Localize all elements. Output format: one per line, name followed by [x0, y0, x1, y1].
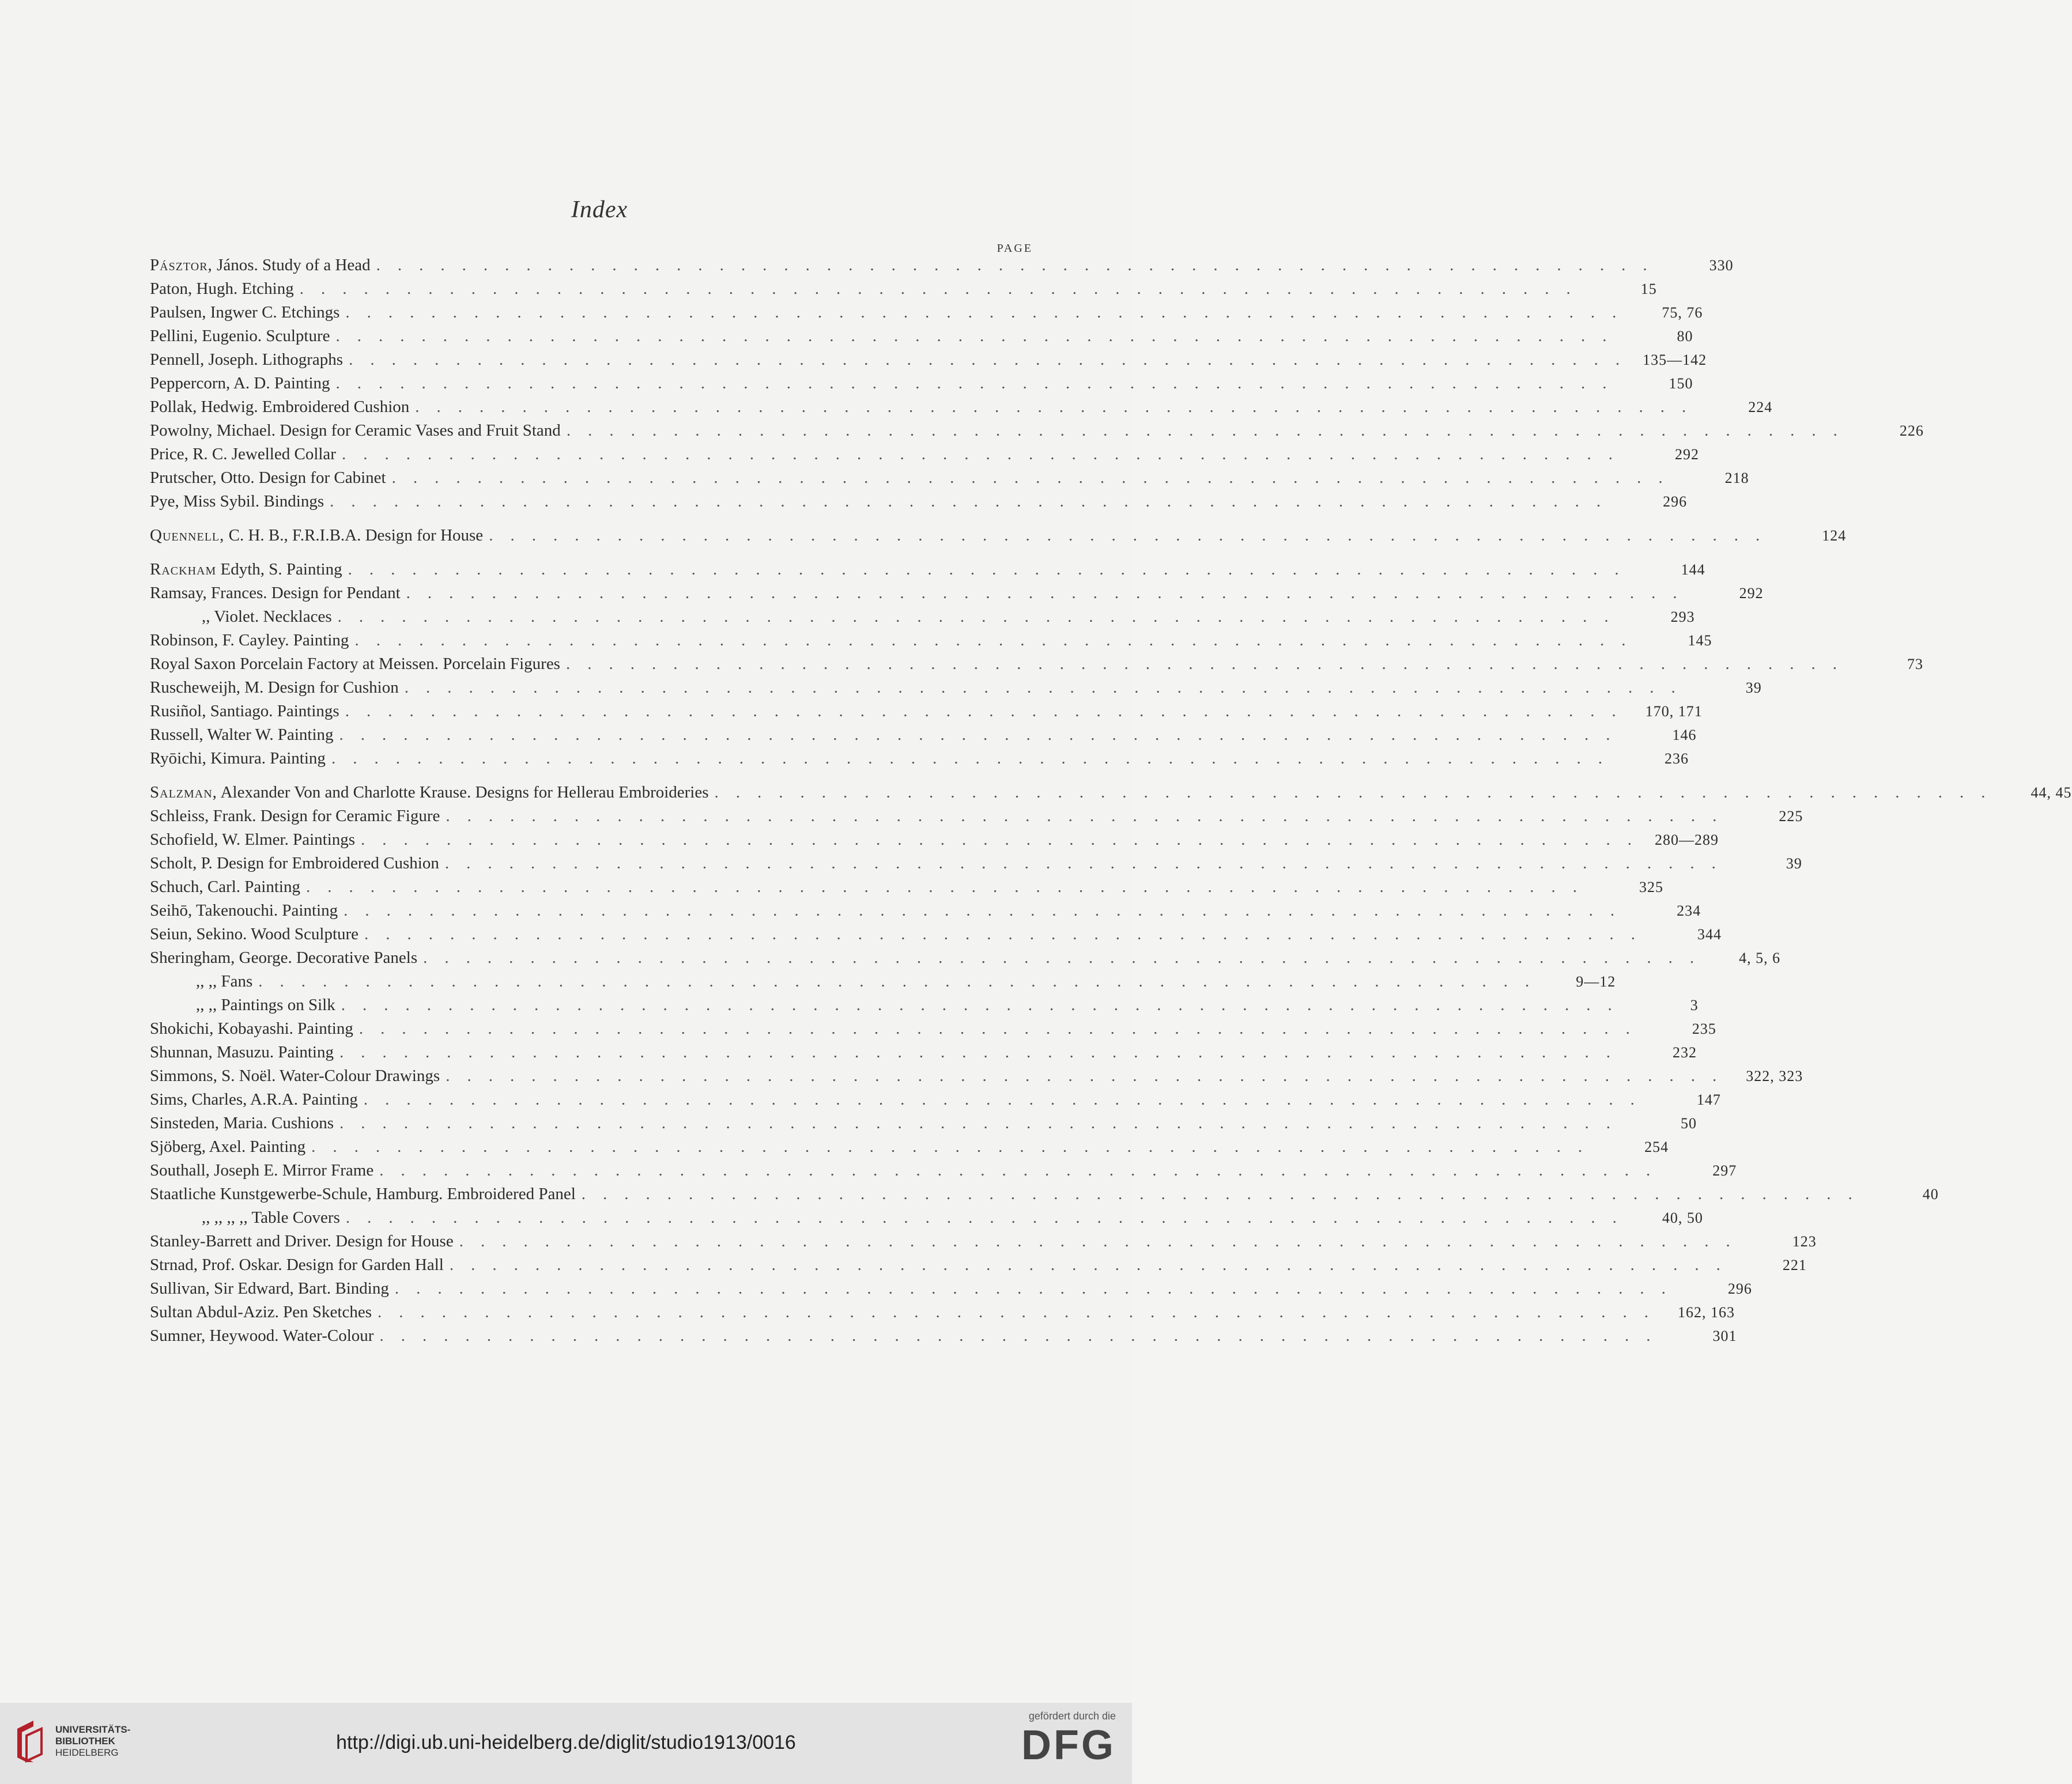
- index-entry: [150, 524, 1847, 547]
- entry-name: [150, 1135, 305, 1159]
- index-entry: [150, 828, 1719, 852]
- index-entry: [150, 466, 1749, 490]
- entry-title: János. Study of a Head: [212, 256, 371, 274]
- entry-title: Schleiss, Frank. Design for Ceramic Figure: [150, 807, 440, 825]
- entry-page-number: 80: [1677, 328, 1693, 345]
- leader-dots: ............................................................: [354, 631, 1643, 649]
- entry-title: C. H. B., F.R.I.B.A. Design for House: [224, 526, 484, 545]
- entry-page-number: 296: [1663, 493, 1688, 510]
- index-entry: [150, 1182, 1939, 1206]
- entry-page-number: 15: [1640, 281, 1657, 297]
- entry-page-number: 225: [1779, 808, 1803, 825]
- entry-title: Scholt, P. Design for Embroidered Cushion: [150, 854, 439, 872]
- entry-name: [150, 324, 330, 348]
- leader-dots: ............................................................: [404, 678, 1693, 697]
- index-entry: [150, 1159, 1737, 1182]
- index-entry: [150, 652, 1923, 676]
- index-entry: [150, 581, 1764, 605]
- entry-name: [150, 524, 483, 547]
- leader-dots: ............................................................: [339, 1043, 1628, 1061]
- leader-dots: ............................................................: [339, 725, 1628, 744]
- index-entry: [150, 875, 1663, 899]
- page-title: Index: [571, 196, 628, 223]
- entry-page-number: 39: [1745, 679, 1762, 696]
- entry-page-number: 297: [1712, 1162, 1737, 1179]
- entry-title: Sims, Charles, A.R.A. Painting: [150, 1090, 358, 1109]
- entry-page-number: 75, 76: [1662, 304, 1703, 321]
- index-entry: [150, 419, 1924, 443]
- entry-name: [150, 723, 334, 747]
- entry-surname: Quennell,: [150, 526, 225, 545]
- entry-title: Schuch, Carl. Painting: [150, 878, 300, 896]
- entry-title: Sheringham, George. Decorative Panels: [150, 948, 418, 967]
- entry-name: [150, 700, 339, 723]
- library-name-line: BIBLIOTHEK: [55, 1736, 115, 1747]
- entry-title: Powolny, Michael. Design for Ceramic Vases and Fruit Stand: [150, 421, 561, 440]
- index-entry: [150, 629, 1712, 652]
- entry-page-number: 325: [1639, 879, 1663, 895]
- entry-page-number: 232: [1673, 1044, 1697, 1061]
- entry-title: Seihō, Takenouchi. Painting: [150, 901, 338, 920]
- index-entry: [150, 324, 1693, 348]
- entry-title: Robinson, F. Cayley. Painting: [150, 631, 349, 649]
- entry-page-number: 322, 323: [1746, 1068, 1803, 1084]
- source-url-link[interactable]: http://digi.ub.uni-heidelberg.de/diglit/studio1913/0016: [336, 1732, 796, 1753]
- leader-dots: ............................................................: [345, 1208, 1634, 1227]
- entry-title: Pye, Miss Sybil. Bindings: [150, 492, 324, 511]
- entry-name: [150, 804, 440, 828]
- entry-title: Pellini, Eugenio. Sculpture: [150, 327, 330, 345]
- index-entry: [150, 1324, 1737, 1348]
- leader-dots: ............................................................: [714, 783, 2003, 802]
- entry-title: ,, ,, Paintings on Silk: [196, 996, 335, 1014]
- entry-name: [150, 1064, 440, 1088]
- entry-name: [150, 676, 399, 700]
- entry-name: [150, 1017, 353, 1041]
- entry-page-number: 40: [1922, 1186, 1939, 1203]
- entry-page-number: 40, 50: [1662, 1210, 1703, 1226]
- leader-dots: ............................................................: [363, 1090, 1652, 1109]
- leader-dots: ............................................................: [337, 607, 1626, 626]
- leader-dots: ............................................................: [330, 492, 1618, 511]
- funder-logo[interactable]: [1021, 1710, 1116, 1768]
- leader-dots: ............................................................: [348, 560, 1636, 579]
- entry-page-number: 236: [1664, 750, 1689, 767]
- leader-dots: ............................................................: [341, 996, 1629, 1014]
- dfg-logo-text: DFG: [1021, 1722, 1116, 1768]
- entry-name: [150, 970, 252, 993]
- entry-page-number: 50: [1681, 1115, 1697, 1132]
- entry-page-number: 9—12: [1576, 973, 1616, 990]
- library-name-line: HEIDELBERG: [55, 1747, 119, 1758]
- entry-surname: Pásztor,: [150, 256, 213, 274]
- funded-by-label: gefördert durch die: [1028, 1710, 1116, 1722]
- index-entry: [150, 899, 1701, 923]
- leader-dots: ............................................................: [489, 526, 1777, 545]
- entry-name: [150, 1206, 340, 1230]
- entry-title: Sullivan, Sir Edward, Bart. Binding: [150, 1279, 389, 1298]
- entry-page-number: 3: [1690, 997, 1699, 1014]
- entry-title: Strnad, Prof. Oskar. Design for Garden Hall: [150, 1256, 444, 1274]
- leader-dots: ............................................................: [305, 878, 1594, 896]
- entry-name: [150, 581, 401, 605]
- entry-name: [150, 946, 417, 970]
- entry-name: [150, 828, 355, 852]
- entry-name: [150, 419, 561, 443]
- leader-dots: ............................................................: [406, 584, 1694, 602]
- leader-dots: ............................................................: [299, 279, 1588, 298]
- entry-title: Ryōichi, Kimura. Painting: [150, 749, 326, 768]
- leader-dots: ............................................................: [581, 1185, 1870, 1203]
- leader-dots: ............................................................: [446, 1067, 1734, 1085]
- entry-page-number: 254: [1644, 1139, 1669, 1155]
- entry-page-number: 234: [1677, 902, 1701, 919]
- entry-page-number: 4, 5, 6: [1739, 950, 1781, 966]
- leader-dots: ............................................................: [335, 327, 1624, 345]
- leader-dots: ............................................................: [311, 1137, 1600, 1156]
- leader-dots: ............................................................: [378, 1303, 1666, 1321]
- leader-dots: ............................................................: [391, 468, 1680, 487]
- entry-page-number: 226: [1899, 422, 1924, 439]
- index-entry: [150, 1112, 1697, 1135]
- entry-name: [150, 558, 342, 581]
- entry-title: Seiun, Sekino. Wood Sculpture: [150, 925, 359, 943]
- entry-surname: Salzman,: [150, 783, 217, 802]
- index-entry: [150, 781, 2072, 804]
- entry-title: Prutscher, Otto. Design for Cabinet: [150, 468, 386, 487]
- leader-dots: ............................................................: [358, 1019, 1647, 1038]
- index-entry: [150, 1088, 1721, 1112]
- entry-name: [150, 277, 294, 301]
- index-entry: [150, 372, 1693, 395]
- index-entry: [150, 723, 1697, 747]
- entry-page-number: 292: [1674, 446, 1699, 463]
- entry-title: Shunnan, Masuzu. Painting: [150, 1043, 334, 1061]
- index-entry: [150, 490, 1688, 513]
- index-entry: [150, 1277, 1752, 1301]
- entry-name: [150, 652, 560, 676]
- leader-dots: ............................................................: [335, 374, 1624, 392]
- index-entry: [150, 254, 1734, 277]
- leader-dots: ............................................................: [341, 445, 1630, 463]
- index-entry: [150, 1230, 1817, 1253]
- leader-dots: ............................................................: [449, 1256, 1738, 1274]
- index-entry: [150, 605, 1695, 629]
- entry-name: [150, 1324, 373, 1348]
- entry-title: Pennell, Joseph. Lithographs: [150, 350, 344, 369]
- entry-name: [150, 899, 338, 923]
- entry-title: Sumner, Heywood. Water-Colour: [150, 1326, 374, 1345]
- entry-title: Pollak, Hedwig. Embroidered Cushion: [150, 398, 410, 416]
- entry-title: Edyth, S. Painting: [216, 560, 342, 579]
- entry-name: [150, 1159, 373, 1182]
- leader-dots: ............................................................: [331, 749, 1620, 768]
- index-entry: [150, 993, 1699, 1017]
- entry-page-number: 146: [1672, 727, 1697, 743]
- entry-title: Stanley-Barrett and Driver. Design for House: [150, 1232, 454, 1250]
- leader-dots: ............................................................: [344, 901, 1632, 920]
- entry-page-number: 221: [1782, 1257, 1807, 1273]
- entry-name: [150, 490, 324, 513]
- entry-name: [150, 781, 709, 804]
- index-entry: [150, 1135, 1669, 1159]
- entry-name: [150, 1301, 372, 1324]
- index-entry: [150, 970, 1616, 993]
- entry-title: Staatliche Kunstgewerbe-Schule, Hamburg. Embroidered Panel: [150, 1185, 576, 1203]
- entry-title: Simmons, S. Noël. Water-Colour Drawings: [150, 1067, 440, 1085]
- index-entry: [150, 301, 1703, 324]
- entry-title: Sultan Abdul-Aziz. Pen Sketches: [150, 1303, 372, 1321]
- leader-dots: ............................................................: [566, 421, 1855, 440]
- entry-page-number: 124: [1822, 527, 1847, 544]
- entry-title: Peppercorn, A. D. Painting: [150, 374, 330, 392]
- entry-name: [150, 372, 330, 395]
- index-entry: [150, 1206, 1703, 1230]
- index-entry: [150, 923, 1722, 946]
- entry-page-number: 162, 163: [1678, 1304, 1735, 1321]
- entry-page-number: 135—142: [1643, 351, 1707, 368]
- index-entry: [150, 1253, 1807, 1277]
- entry-title: Sjöberg, Axel. Painting: [150, 1137, 306, 1156]
- index-entry: [150, 558, 1705, 581]
- index-entry: [150, 700, 1703, 723]
- entry-title: Alexander Von and Charlotte Krause. Designs for Hellerau Embroideries: [217, 783, 709, 802]
- entry-title: Ramsay, Frances. Design for Pendant: [150, 584, 401, 602]
- entry-title: Royal Saxon Porcelain Factory at Meissen. Porcelain Figures: [150, 655, 560, 673]
- entry-page-number: 144: [1681, 561, 1705, 578]
- leader-dots: ............................................................: [376, 256, 1665, 274]
- leader-dots: ............................................................: [459, 1232, 1748, 1250]
- index-entry: [150, 1301, 1735, 1324]
- index-entry: [150, 395, 1773, 419]
- entry-name: [150, 395, 409, 419]
- entry-name: [150, 443, 336, 466]
- leader-dots: ............................................................: [423, 948, 1712, 967]
- entry-name: [150, 466, 386, 490]
- leader-dots: ............................................................: [339, 1114, 1628, 1132]
- entry-name: [150, 348, 343, 372]
- entry-page-number: 235: [1692, 1020, 1716, 1037]
- entry-name: [150, 993, 335, 1017]
- entry-name: [150, 923, 358, 946]
- entry-title: Southall, Joseph E. Mirror Frame: [150, 1161, 374, 1180]
- leader-dots: ............................................................: [349, 350, 1637, 369]
- entry-page-number: 147: [1696, 1091, 1721, 1108]
- entry-name: [150, 1230, 454, 1253]
- leader-dots: ............................................................: [446, 807, 1734, 825]
- entry-page-number: 218: [1724, 470, 1749, 486]
- entry-name: [150, 301, 339, 324]
- entry-page-number: 292: [1739, 585, 1764, 602]
- index-entry: [150, 747, 1689, 770]
- entry-name: [150, 605, 332, 629]
- entry-name: [150, 1182, 576, 1206]
- entry-page-number: 293: [1670, 608, 1695, 625]
- entry-title: Rusiñol, Santiago. Paintings: [150, 702, 339, 720]
- entry-name: [150, 1088, 358, 1112]
- entry-page-number: 280—289: [1655, 831, 1719, 848]
- entry-title: ,, ,, ,, ,, Table Covers: [202, 1208, 340, 1227]
- entry-page-number: 170, 171: [1645, 703, 1703, 720]
- leader-dots: ............................................................: [345, 702, 1633, 720]
- entry-title: Paton, Hugh. Etching: [150, 279, 294, 298]
- leader-dots: ............................................................: [258, 972, 1547, 991]
- entry-title: Price, R. C. Jewelled Collar: [150, 445, 336, 463]
- entry-page-number: 150: [1669, 375, 1693, 392]
- entry-title: ,, ,, Fans: [196, 972, 253, 991]
- entry-title: Russell, Walter W. Painting: [150, 725, 334, 744]
- index-entry: [150, 676, 1762, 700]
- entry-page-number: 344: [1697, 926, 1722, 943]
- index-entry: [150, 443, 1699, 466]
- index-entry: [150, 1064, 1803, 1088]
- entry-name: [150, 1253, 444, 1277]
- leader-dots: ............................................................: [364, 925, 1653, 943]
- entry-page-number: 39: [1786, 855, 1802, 872]
- leader-dots: ............................................................: [379, 1326, 1668, 1345]
- entry-page-number: 301: [1712, 1328, 1737, 1344]
- entry-name: [150, 1277, 389, 1301]
- index-entry: [150, 804, 1803, 828]
- entry-name: [150, 254, 371, 277]
- index-entries: [150, 254, 2072, 1348]
- index-entry: [150, 1017, 1716, 1041]
- entry-name: [150, 629, 349, 652]
- leader-dots: ............................................................: [345, 303, 1634, 322]
- entry-title: Sinsteden, Maria. Cushions: [150, 1114, 334, 1132]
- entry-name: [150, 875, 300, 899]
- leader-dots: ............................................................: [379, 1161, 1668, 1180]
- leader-dots: ............................................................: [444, 854, 1733, 872]
- entry-page-number: 44, 45: [2031, 784, 2072, 801]
- index-entry: [150, 277, 1657, 301]
- entry-page-number: 224: [1748, 399, 1773, 415]
- library-name-line: UNIVERSITÄTS-: [55, 1724, 131, 1735]
- entry-page-number: 123: [1792, 1233, 1817, 1250]
- entry-title: ,, Violet. Necklaces: [202, 607, 332, 626]
- index-entry: [150, 946, 1781, 970]
- entry-name: [150, 1041, 334, 1064]
- leader-dots: ............................................................: [394, 1279, 1683, 1298]
- entry-name: [150, 747, 326, 770]
- entry-title: Paulsen, Ingwer C. Etchings: [150, 303, 340, 322]
- entry-page-number: 145: [1688, 632, 1712, 649]
- entry-title: Ruscheweijh, M. Design for Cushion: [150, 678, 399, 697]
- entry-name: [150, 1112, 334, 1135]
- leader-dots: ............................................................: [415, 398, 1704, 416]
- index-entry: [150, 852, 1802, 875]
- entry-page-number: 73: [1907, 656, 1923, 672]
- index-entry: [150, 1041, 1697, 1064]
- entry-title: Shokichi, Kobayashi. Painting: [150, 1019, 353, 1038]
- leader-dots: ............................................................: [565, 655, 1854, 673]
- entry-page-number: 330: [1709, 257, 1734, 274]
- entry-surname: Rackham: [150, 560, 217, 579]
- leader-dots: ............................................................: [361, 830, 1650, 849]
- entry-title: Schofield, W. Elmer. Paintings: [150, 830, 356, 849]
- entry-page-number: 296: [1727, 1280, 1752, 1297]
- index-entry: [150, 348, 1707, 372]
- entry-name: [150, 852, 439, 875]
- page-column-heading: PAGE: [997, 242, 1033, 255]
